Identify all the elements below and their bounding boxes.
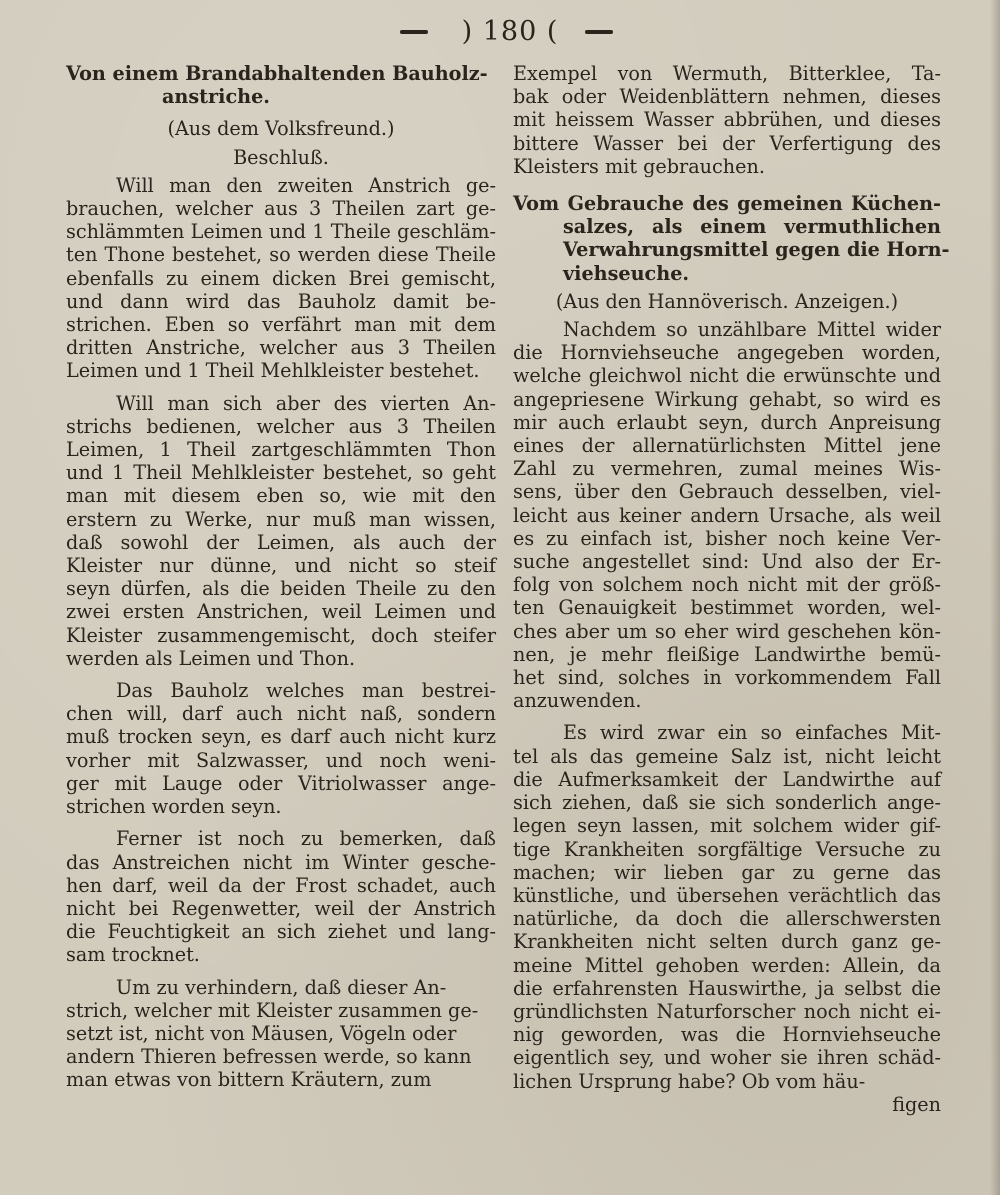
spacer [66,670,496,679]
paragraph-line: brauchen, welcher aus 3 Theilen zart ge- [66,197,496,221]
paragraph-line: mir auch erlaubt seyn, durch Anpreisung [513,410,941,434]
paragraph-line: die Feuchtigkeit an sich ziehet und lang- [66,920,496,944]
page-number: ) 180 ( [461,16,559,47]
paragraph-line: sens, über den Gebrauch desselben, viel- [513,480,941,504]
paragraph-line: eines der allernatürlichsten Mittel jene [513,434,941,458]
paragraph-line: zwei ersten Anstrichen, weil Leimen und [66,600,496,624]
paragraph-line: sich ziehen, daß sie sich sonderlich ange- [513,791,941,815]
article-title: Vom Gebrauche des gemeinen Küchen- [513,192,941,216]
right-column [513,62,950,1116]
paragraph-line: die Aufmerksamkeit der Landwirthe auf [513,767,941,791]
paragraph-line: Um zu verhindern, daß dieser An- [116,975,447,999]
article-title: viehseuche. [563,261,690,285]
paragraph-line: dritten Anstriche, welcher aus 3 Theilen [66,336,496,360]
spacer [513,712,941,721]
spacer [513,178,941,187]
paragraph-line: anzuwenden. [513,689,642,713]
paragraph-line: tige Krankheiten sorgfältige Versuche zu [513,837,941,861]
paragraph-line: Zahl zu vermehren, zumal meines Wis- [513,457,941,481]
article-source: (Aus den Hannöverisch. Anzeigen.) [555,289,899,313]
paragraph-line: bittere Wasser bei der Verfertigung des [513,131,941,155]
paragraph-line: die Hornviehseuche angegeben worden, [513,341,941,365]
paragraph-line: het sind, solches in vorkommendem Fall [513,666,941,690]
page-edge-shadow [990,0,1000,1195]
paragraph-line: ten Thone bestehet, so werden diese Theile [66,243,496,267]
article-title: Verwahrungsmittel gegen die Horn- [563,238,950,262]
paragraph-line: ger mit Lauge oder Vitriolwasser ange- [66,771,496,795]
article-source: (Aus dem Volksfreund.) [167,117,395,141]
paragraph-line: Nachdem so unzählbare Mittel wider [563,318,941,342]
catchword: figen [892,1092,941,1116]
article-title: anstriche. [162,85,270,109]
paragraph-line: nig geworden, was die Hornviehseuche [513,1023,941,1047]
paragraph-line: Ferner ist noch zu bemerken, daß [116,827,496,851]
paragraph-line: mit heissem Wasser abbrühen, und dieses [513,108,941,132]
paragraph-line: bak oder Weidenblättern nehmen, dieses [513,85,941,109]
paragraph-line: legen seyn lassen, mit solchem wider gif- [513,814,941,838]
paragraph-line: und dann wird das Bauholz damit be- [66,289,496,313]
paragraph-line: Kleisters mit gebrauchen. [513,154,765,178]
paragraph-line: andern Thieren befressen werde, so kann [66,1045,472,1069]
paragraph-line: Kleister nur dünne, und nicht so steif [66,554,496,578]
paragraph-line: Das Bauholz welches man bestrei- [116,679,496,703]
paragraph-line: nen, je mehr fleißige Landwirthe bemü- [513,642,941,666]
paragraph-line: die erfahrensten Hauswirthe, ja selbst die [513,976,941,1000]
spacer [66,383,496,392]
paragraph-line: strich, welcher mit Kleister zusammen ge- [66,998,479,1022]
paragraph-line: Krankheiten nicht selten durch ganz ge- [513,930,941,954]
paragraph-line: nicht bei Regenwetter, weil der Anstrich [66,896,496,920]
spacer [66,818,496,827]
paragraph-line: und 1 Theil Mehlkleister bestehet, so geht [66,461,496,485]
paragraph-line: Kleister zusammengemischt, doch steifer [66,623,496,647]
paragraph-line: ten Genauigkeit bestimmet worden, wel- [513,596,941,620]
paragraph-line: seyn dürfen, als die beiden Theile zu den [66,577,496,601]
paragraph-line: daß sowohl der Leimen, als auch der [66,530,496,554]
paragraph-line: eigentlich sey, und woher sie ihren schäd- [513,1046,941,1070]
paragraph-line: leicht aus keiner andern Ursache, als weil [513,503,941,527]
paragraph-line: Leimen und 1 Theil Mehlkleister bestehet. [66,359,480,383]
paragraph-line: Es wird zwar ein so einfaches Mit- [563,721,941,745]
left-column [66,62,496,1092]
paragraph-line: natürliche, da doch die allerschwersten [513,907,941,931]
paragraph-line: es zu einfach ist, bisher noch keine Ver- [513,526,941,550]
paragraph-line: strichs bedienen, welcher aus 3 Theilen [66,414,496,438]
paragraph-line: Leimen, 1 Theil zartgeschlämmten Thon [66,438,496,462]
paragraph-line: angepriesene Wirkung gehabt, so wird es [513,387,941,411]
paragraph-line: meine Mittel gehoben werden: Allein, da [513,953,941,977]
article-title: salzes, als einem vermuthlichen [563,215,941,239]
paragraph-line: schlämmten Leimen und 1 Theile geschläm- [66,220,496,244]
paragraph-line: künstliche, und übersehen verächtlich das [513,883,941,907]
paragraph-line: ebenfalls zu einem dicken Brei gemischt, [66,266,496,290]
spacer [66,108,496,117]
article-title: Von einem Brandabhaltenden Bauholz- [66,62,488,85]
paragraph-line: setzt ist, nicht von Mäusen, Vögeln oder [66,1021,457,1045]
paragraph-line: strichen worden seyn. [66,795,282,819]
paragraph-line: suche angestellet sind: Und also der Er- [513,550,941,574]
page-header [0,16,1000,50]
article-subtitle: Beschluß. [233,145,329,169]
paragraph-line: werden als Leimen und Thon. [66,646,356,670]
paragraph-line: hen darf, weil da der Frost schadet, auch [66,873,496,897]
header-dash-right [585,30,613,34]
paragraph-line: Will man sich aber des vierten An- [116,391,496,415]
paragraph-line: gründlichsten Naturforscher noch nicht ei- [513,999,941,1023]
paragraph-line: strichen. Eben so verfährt man mit dem [66,313,496,337]
paragraph-line: chen will, darf auch nicht naß, sondern [66,702,496,726]
paragraph-line: man mit diesem eben so, wie mit den [66,484,496,508]
paragraph-line: man etwas von bittern Kräutern, zum [66,1068,432,1092]
paragraph-line: muß trocken seyn, es darf auch nicht kurz [66,725,496,749]
header-dash-left [400,30,428,34]
paragraph-line: vorher mit Salzwasser, und noch weni- [66,748,496,772]
paragraph-line: sam trocknet. [66,943,200,967]
paragraph-line: Exempel von Wermuth, Bitterklee, Ta- [513,62,941,85]
paragraph-line: ches aber um so eher wird geschehen kön- [513,619,941,643]
paragraph-line: das Anstreichen nicht im Winter gesche- [66,850,496,874]
paragraph-line: lichen Ursprung habe? Ob vom häu- [513,1069,866,1093]
paragraph-line: Will man den zweiten Anstrich ge- [116,173,496,197]
paragraph-line: machen; wir lieben gar zu gerne das [513,860,941,884]
paragraph-line: welche gleichwol nicht die erwünschte und [513,364,941,388]
spacer [66,967,496,976]
paragraph-line: tel als das gemeine Salz ist, nicht leicht [513,744,941,768]
paragraph-line: folg von solchem noch nicht mit der größ- [513,573,941,597]
paragraph-line: erstern zu Werke, nur muß man wissen, [66,507,496,531]
